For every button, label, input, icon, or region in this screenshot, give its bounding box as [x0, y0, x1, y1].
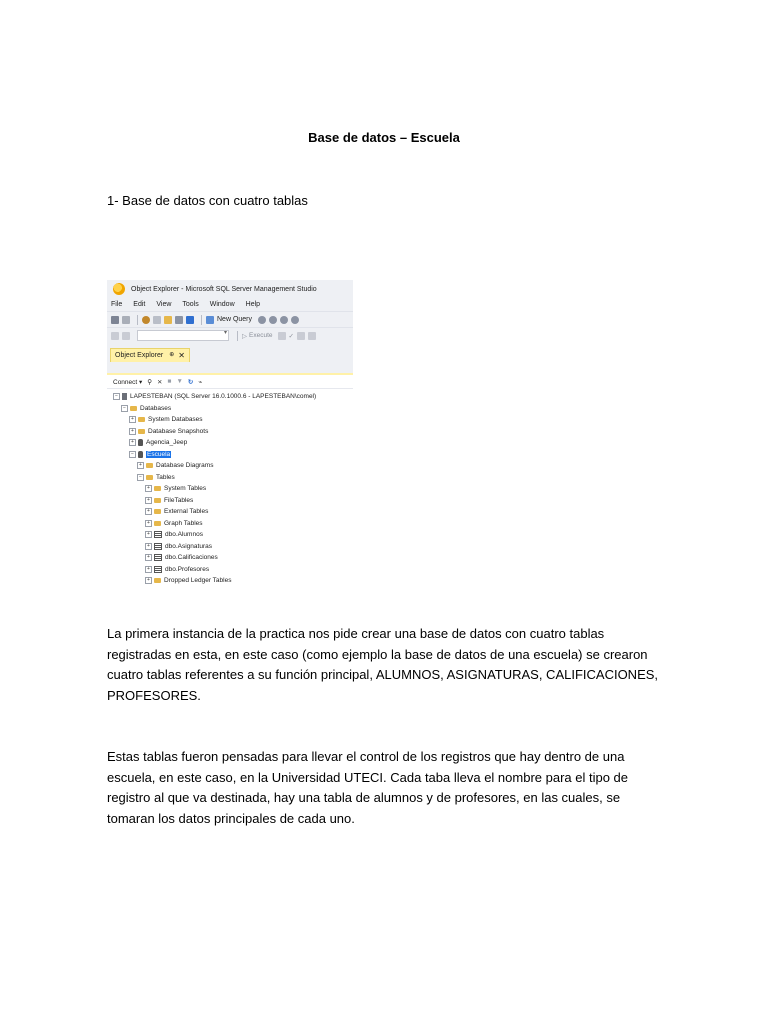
query-icon[interactable] [280, 316, 288, 324]
tree-node-agencia-jeep[interactable] [107, 437, 353, 449]
collapse-icon[interactable]: − [121, 405, 128, 412]
tree-label: Database Diagrams [156, 462, 214, 470]
tree-label: Agencia_Jeep [146, 439, 188, 447]
ssms-screenshot [107, 280, 353, 585]
tree-node-system-tables[interactable] [107, 483, 353, 495]
tree-label: Graph Tables [164, 519, 203, 527]
folder-icon [154, 509, 161, 514]
tree-label: dbo.Profesores [165, 565, 210, 573]
folder-icon [138, 417, 145, 422]
stop-icon[interactable] [278, 332, 286, 340]
execute-play-icon[interactable]: ▷ [242, 332, 247, 340]
database-icon [111, 332, 119, 340]
query-icon[interactable] [269, 316, 277, 324]
tree-node-database-snapshots[interactable] [107, 426, 353, 438]
expand-icon[interactable]: + [129, 416, 136, 423]
expand-icon[interactable]: + [145, 531, 152, 538]
tree-label: FileTables [164, 496, 194, 504]
back-icon[interactable] [111, 316, 119, 324]
expand-icon[interactable]: + [145, 566, 152, 573]
paragraph-1: La primera instancia de la practica nos pide crear una base de datos con cuatro tablas registradas en esta, en este caso (como ejemplo la base de datos de una escuela) se crearon cuatro tablas referentes a su función principal, ALUMNOS, ASIGNATURAS, CALIFICACIONES, PROFESORES. [107, 626, 659, 703]
filter-icon[interactable]: ▼ [176, 378, 183, 385]
grid-icon[interactable] [308, 332, 316, 340]
expand-icon[interactable]: + [145, 554, 152, 561]
menu-window[interactable]: Window [209, 301, 235, 308]
tree-label: System Tables [164, 485, 207, 493]
tree-label: LAPESTEBAN (SQL Server 16.0.1000.6 - LAPESTEBAN\comel) [130, 393, 317, 401]
tree-label: Database Snapshots [148, 427, 209, 435]
object-explorer-tree [107, 389, 353, 587]
object-explorer-panel [107, 373, 353, 585]
menu-tools[interactable]: Tools [182, 301, 199, 308]
database-icon [138, 451, 143, 458]
folder-icon [154, 498, 161, 503]
table-icon [154, 531, 162, 538]
new-query-button[interactable]: New Query [217, 316, 253, 323]
tree-label: dbo.Calificaciones [165, 554, 218, 562]
forward-icon[interactable] [122, 316, 130, 324]
folder-icon [138, 429, 145, 434]
tree-label: Databases [140, 404, 172, 412]
pin-icon[interactable]: ⊕ [169, 352, 175, 358]
tree-label: System Databases [148, 416, 203, 424]
expand-icon[interactable]: + [145, 485, 152, 492]
tree-node-database-diagrams[interactable] [107, 460, 353, 472]
expand-icon[interactable]: + [145, 577, 152, 584]
table-icon [154, 554, 162, 561]
disconnect-icon[interactable]: ⨯ [157, 378, 163, 386]
tree-node-external-tables[interactable] [107, 506, 353, 518]
menu-file[interactable]: File [111, 301, 123, 308]
connect-button[interactable]: Connect ▾ [113, 378, 143, 386]
new-item-icon[interactable] [153, 316, 161, 324]
execute-button[interactable]: Execute [249, 332, 273, 339]
tree-node-dropped-ledger-tables[interactable] [107, 575, 353, 587]
sql-editor-toolbar [107, 327, 353, 343]
open-folder-icon[interactable] [164, 316, 172, 324]
connect-icon[interactable]: ⚲ [147, 378, 153, 386]
tree-node-server[interactable] [107, 391, 353, 403]
tab-object-explorer[interactable] [110, 348, 190, 362]
toolbar-separator [237, 331, 238, 341]
document-title: Base de datos – Escuela [308, 130, 460, 145]
database-icon [138, 439, 143, 446]
tree-node-table-asignaturas[interactable] [107, 541, 353, 553]
expand-icon[interactable]: + [145, 497, 152, 504]
folder-icon [154, 578, 161, 583]
ssms-app-icon [113, 283, 125, 295]
window-title: Object Explorer - Microsoft SQL Server Management Studio [131, 285, 317, 293]
tree-node-tables[interactable] [107, 472, 353, 484]
tree-label: dbo.Asignaturas [165, 542, 212, 550]
collapse-icon[interactable]: − [129, 451, 136, 458]
collapse-icon[interactable]: − [137, 474, 144, 481]
table-icon [154, 566, 162, 573]
menu-bar [107, 298, 353, 311]
tree-node-system-databases[interactable] [107, 414, 353, 426]
table-icon [154, 543, 162, 550]
tree-node-table-profesores[interactable] [107, 564, 353, 576]
parse-check-icon[interactable]: ✓ [288, 332, 294, 340]
tree-label-selected: Escuela [147, 450, 171, 458]
expand-icon[interactable]: + [129, 428, 136, 435]
save-icon[interactable] [175, 316, 183, 324]
tree-node-filetables[interactable] [107, 495, 353, 507]
filter-icon [122, 332, 130, 340]
refresh-icon[interactable]: ↻ [187, 378, 194, 386]
tree-label: External Tables [164, 508, 209, 516]
query-icon[interactable] [291, 316, 299, 324]
close-icon[interactable]: ✕ [178, 351, 185, 360]
stop-icon[interactable]: ■ [167, 378, 172, 385]
new-query-icon[interactable] [206, 316, 214, 324]
menu-view[interactable]: View [156, 301, 172, 308]
tree-node-table-calificaciones[interactable] [107, 552, 353, 564]
query-icon[interactable] [258, 316, 266, 324]
folder-icon [154, 486, 161, 491]
folder-icon [130, 406, 137, 411]
tree-label: Tables [156, 473, 175, 481]
tab-strip [107, 346, 353, 362]
toolbar-separator [137, 315, 138, 325]
expand-icon[interactable]: + [145, 520, 152, 527]
expand-icon[interactable]: + [145, 508, 152, 515]
toolbar-separator [201, 315, 202, 325]
tree-node-escuela[interactable] [107, 449, 353, 461]
window-titlebar [107, 280, 353, 298]
folder-icon [154, 521, 161, 526]
refresh-icon[interactable] [142, 316, 150, 324]
collapse-icon[interactable]: − [113, 393, 120, 400]
results-icon[interactable] [297, 332, 305, 340]
tree-node-databases[interactable] [107, 403, 353, 415]
tree-label: dbo.Alumnos [165, 531, 203, 539]
folder-icon [146, 475, 153, 480]
tree-node-table-alumnos[interactable] [107, 529, 353, 541]
tab-label: Object Explorer [115, 352, 164, 359]
tree-node-graph-tables[interactable] [107, 518, 353, 530]
object-explorer-toolbar [107, 375, 353, 389]
available-databases-dropdown[interactable] [137, 330, 229, 341]
menu-help[interactable]: Help [245, 301, 261, 308]
standard-toolbar [107, 311, 353, 327]
section-heading: 1- Base de datos con cuatro tablas [107, 193, 308, 208]
menu-edit[interactable]: Edit [133, 301, 146, 308]
save-all-icon[interactable] [186, 316, 194, 324]
expand-icon[interactable]: + [129, 439, 136, 446]
expand-icon[interactable]: + [137, 462, 144, 469]
server-icon [122, 393, 127, 400]
activity-monitor-icon[interactable]: ⌁ [198, 378, 203, 386]
folder-icon [146, 463, 153, 468]
tree-label: Dropped Ledger Tables [164, 577, 232, 585]
expand-icon[interactable]: + [145, 543, 152, 550]
paragraph-2: Estas tablas fueron pensadas para llevar el control de los registros que hay dentro de una escuela, en este caso, en la Universidad UTECI. Cada taba lleva el nombre para el tipo de registro al que va destinada, hay una tabla de alumnos y de profesores, en las cuales, se tomaran los datos principales de cada uno. [107, 749, 629, 826]
